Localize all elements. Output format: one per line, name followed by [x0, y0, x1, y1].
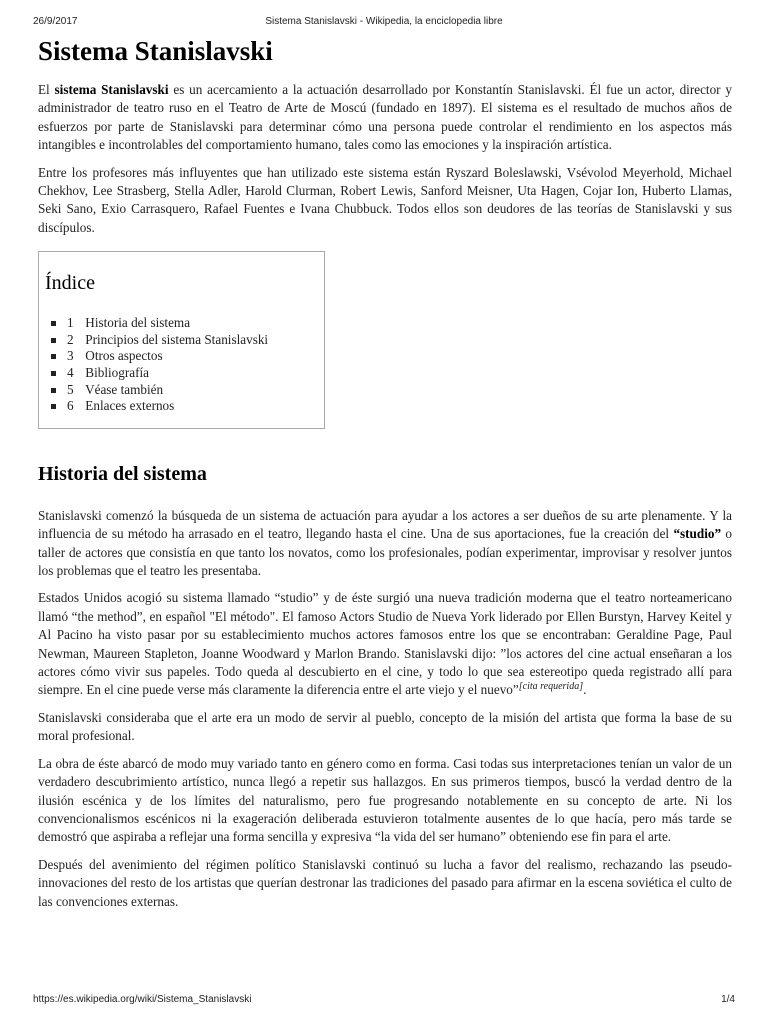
print-date: 26/9/2017	[33, 16, 78, 27]
toc-item-label[interactable]: Bibliografía	[85, 365, 150, 381]
historia-p1-rest: o taller de actores que consistía en que tanto los novatos, como los profesionales, podían experimentar, improvisar y resolver juntos los problemas que el teatro les presentaba.	[38, 526, 733, 579]
article-content	[38, 34, 732, 920]
intro-paragraph-2: Entre los profesores más influyentes que han utilizado este sistema están Ryszard Boleslawski, Vsévolod Meyerhold, Michael Chekhov, Lee Strasberg, Stella Adler, Harold Clurman, Robert Lewis, Sanford Meisner, Uta Hagen, Cojar Ion, Huberto Llamas, Seki Sano, Exio Carrasquero, Rafael Fuentes e Ivana Chubbuck. Todos ellos son deudores de las teorías de Stanislavski y sus discípulos.	[38, 164, 732, 235]
historia-p2-end: .	[583, 682, 587, 698]
toc-item-number: 6	[67, 398, 74, 414]
intro-p1-start: El	[38, 82, 55, 97]
table-of-contents	[38, 251, 325, 429]
intro-paragraph-1	[38, 81, 732, 155]
toc-item-enlaces-externos[interactable]	[67, 398, 324, 415]
historia-paragraph-3: Stanislavski consideraba que el arte era un modo de servir al pueblo, concepto de la misión del artista que forma la base de su moral profesional.	[38, 709, 732, 744]
print-page-number: 1/4	[721, 994, 735, 1005]
print-footer	[33, 994, 735, 1008]
historia-p1-bold: “studio”	[673, 526, 722, 542]
toc-item-label[interactable]: Véase también	[85, 381, 164, 397]
toc-item-otros-aspectos[interactable]	[67, 348, 324, 365]
intro-p1-rest: es un acercamiento a la actuación desarrollado por Konstantín Stanislavski. Él fue un actor, director y administrador de teatro ruso en el Teatro de Arte de Moscú (fundado en 1897). El sistema es el resultado de muchos años de esfuerzos por parte de Stanislavski para determinar cómo una persona puede controlar el rendimiento en los aspectos más intangibles e incontrolables del comportamiento humano, tales como las emociones y la inspiración artística.	[38, 82, 732, 153]
toc-item-number: 1	[67, 315, 74, 331]
print-doc-title: Sistema Stanislavski - Wikipedia, la enciclopedia libre	[265, 16, 503, 27]
intro-p1-bold: sistema Stanislavski	[54, 82, 169, 97]
toc-item-label[interactable]: Historia del sistema	[85, 315, 191, 331]
print-header	[33, 16, 735, 30]
toc-item-label[interactable]: Otros aspectos	[85, 348, 163, 364]
toc-item-historia[interactable]	[67, 315, 324, 332]
toc-item-number: 3	[67, 348, 74, 364]
historia-p1-start: Stanislavski comenzó la búsqueda de un sistema de actuación para ayudar a los actores a ser dueños de su arte plenamente. Y la influencia de su método ha arrasado en el teatro, llegando hasta el cine. Una de sus aportaciones, fue la creación del	[38, 507, 732, 542]
toc-item-principios[interactable]	[67, 332, 324, 349]
historia-paragraph-4: La obra de éste abarcó de modo muy variado tanto en género como en forma. Casi todas sus interpretaciones tenían un valor de un verdadero descubrimiento artístico, nunca llegó a repetir sus hallazgos. En sus primeros tiempos, buscó la verdad dentro de la ilusión escénica y de los límites del naturalismo, pero fue progresando notablemente en su concepto de arte. Ni los convencionalismos escénicos ni la exageración deliberada estuvieron totalmente ausentes de lo que hacía, pero más tarde se demostró que aspiraba a reflejar una forma sencilla y expresiva “la vida del ser humano” obteniendo ese fin para el arte.	[38, 755, 732, 845]
toc-item-label[interactable]: Principios del sistema Stanislavski	[85, 331, 269, 347]
toc-item-number: 4	[67, 365, 74, 381]
toc-item-number: 5	[67, 381, 74, 397]
section-title-historia: Historia del sistema	[38, 462, 207, 485]
historia-paragraph-2	[38, 589, 732, 699]
print-url: https://es.wikipedia.org/wiki/Sistema_Stanislavski	[33, 994, 252, 1005]
toc-title: Índice	[45, 272, 95, 295]
historia-p2-text: Estados Unidos acogió su sistema llamado “studio” y de éste surgió una nueva tradición moderna que el teatro norteamericano llamó “the method”, en español "El método". El famoso Actors Studio de Nueva York liderado por Ellen Burstyn, Harvey Keitel y Al Pacino ha visto pasar por su establecimiento muchos actores famosos entre los que se encontraban: Geraldine Page, Paul Newman, Maureen Stapleton, Joanne Woodward y Marlon Brando. Stanislavski dijo: ”los actores del cine actual enseñaran a los actores cómo vivir sus papeles. Todo queda al descubierto en el cine, y todo lo que sea estereotipo queda registrado allí para siempre. En el cine puede verse más claramente la diferencia entre el arte viejo y el nuevo”	[38, 590, 732, 698]
toc-item-bibliografia[interactable]	[67, 365, 324, 382]
page-title: Sistema Stanislavski	[38, 36, 273, 66]
toc-item-label[interactable]: Enlaces externos	[85, 398, 175, 414]
citation-needed-link[interactable]: [cita requerida]	[518, 681, 584, 693]
toc-list	[45, 315, 324, 415]
historia-paragraph-5: Después del avenimiento del régimen político Stanislavski continuó su lucha a favor del realismo, rechazando las pseudo-innovaciones del resto de los artistas que querían destronar las tradiciones del pasado para afirmar en la escena soviética el culto de las convenciones externas.	[38, 856, 732, 909]
historia-paragraph-1	[38, 507, 732, 581]
toc-item-vease-tambien[interactable]	[67, 382, 324, 399]
toc-item-number: 2	[67, 331, 74, 347]
